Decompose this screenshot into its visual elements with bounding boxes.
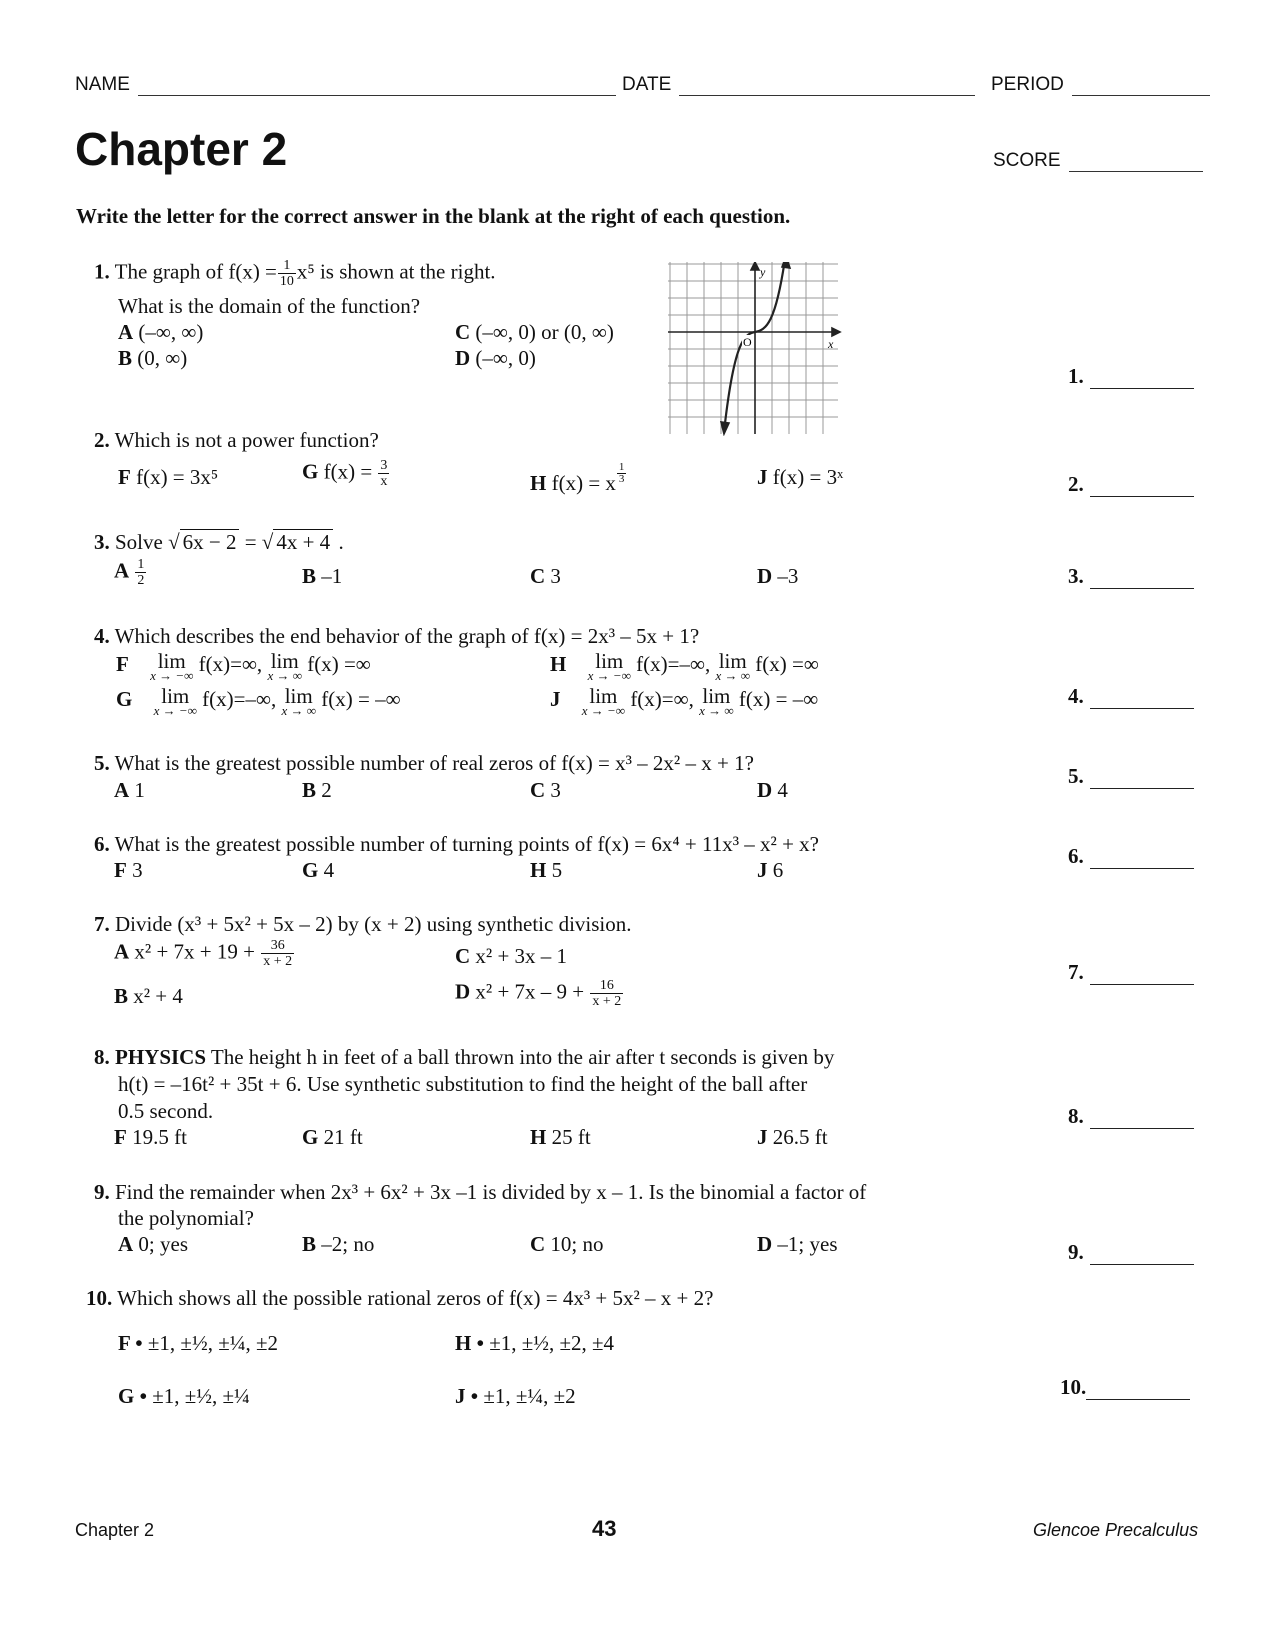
q8-option-f: F 19.5 ft: [114, 1125, 187, 1149]
page-title: Chapter 2: [75, 123, 288, 175]
q4-option-j: J lim x → −∞ f(x)=∞, lim x → ∞ f(x) = –∞: [550, 684, 819, 718]
q10-option-h: H • ±1, ±½, ±2, ±4: [455, 1331, 615, 1355]
q10-option-j: J • ±1, ±¼, ±2: [455, 1384, 576, 1408]
footer-chapter: Chapter 2: [75, 1520, 155, 1540]
q3-option-c: C 3: [530, 564, 561, 588]
question-8-line3: 0.5 second.: [118, 1099, 214, 1123]
q4-option-f: F lim x → −∞ f(x)=∞, lim x → ∞ f(x) =∞: [116, 649, 371, 683]
q9-option-d: D –1; yes: [757, 1232, 838, 1256]
question-10: 10. Which shows all the possible rational zeros of f(x) = 4x³ + 5x² – x + 2?: [86, 1286, 714, 1310]
q8-option-g: G 21 ft: [302, 1125, 363, 1149]
q5-option-c: C 3: [530, 778, 561, 802]
q2-option-j: J f(x) = 3ˣ: [757, 465, 844, 489]
q2-option-h: H f(x) = x $\frac{1}{3}$: [530, 461, 625, 495]
period-label: PERIOD: [991, 74, 1064, 95]
q6-option-f: F 3: [114, 858, 143, 882]
q2-option-g: G f(x) = $\frac{3}{x}$: [302, 458, 388, 489]
question-5: 5. What is the greatest possible number of real zeros of f(x) = x³ – 2x² – x + 1?: [94, 751, 754, 775]
q10-option-g: G • ±1, ±½, ±¼: [118, 1384, 250, 1408]
q6-option-j: J 6: [757, 858, 784, 882]
answer-blank-2[interactable]: 2.: [1068, 472, 1194, 497]
q3-option-d: D –3: [757, 564, 799, 588]
name-label: NAME: [75, 74, 130, 95]
q7-option-c: C x² + 3x – 1: [455, 944, 568, 968]
q10-option-f: F • ±1, ±½, ±¼, ±2: [118, 1331, 279, 1355]
answer-blank-6[interactable]: 6.: [1068, 844, 1194, 869]
question-9-line2: the polynomial?: [118, 1206, 254, 1230]
footer-book: Glencoe Precalculus: [1033, 1520, 1199, 1540]
question-8: 8. PHYSICS The height h in feet of a ball thrown into the air after t seconds is given by: [94, 1045, 835, 1069]
q8-option-h: H 25 ft: [530, 1125, 591, 1149]
graph-x-label: x: [828, 337, 834, 351]
question-4: 4. Which describes the end behavior of the graph of f(x) = 2x³ – 5x + 1?: [94, 624, 700, 648]
question-7: 7. Divide (x³ + 5x² + 5x – 2) by (x + 2) using synthetic division.: [94, 912, 632, 936]
answer-blank-1[interactable]: 1.: [1068, 364, 1194, 389]
question-1: 1. The graph of f(x) = $\frac{1}{10}$ x⁵ is shown at the right.: [94, 258, 496, 289]
question-9: 9. Find the remainder when 2x³ + 6x² + 3x –1 is divided by x – 1. Is the binomial a factor of: [94, 1180, 867, 1204]
answer-blank-10[interactable]: 10.: [1060, 1375, 1190, 1400]
instructions: Write the letter for the correct answer in the blank at the right of each question.: [76, 204, 791, 228]
answer-blank-8[interactable]: 8.: [1068, 1104, 1194, 1129]
question-1-line2: What is the domain of the function?: [118, 294, 421, 318]
graph-origin-label: O: [743, 335, 752, 349]
question-8-line2: h(t) = –16t² + 35t + 6. Use synthetic substitution to find the height of the ball after: [118, 1072, 808, 1096]
q3-option-a: A $\frac{1}{2}$: [114, 557, 145, 588]
q6-option-h: H 5: [530, 858, 563, 882]
q9-option-b: B –2; no: [302, 1232, 375, 1256]
q9-option-a: A 0; yes: [118, 1232, 188, 1256]
q1-graph: [668, 262, 842, 436]
q7-option-d: D x² + 7x – 9 + $\frac{16}{x + 2}$: [455, 978, 622, 1009]
q6-option-g: G 4: [302, 858, 335, 882]
q7-option-a: A x² + 7x + 19 + $\frac{36}{x + 2}$: [114, 938, 293, 969]
question-6: 6. What is the greatest possible number of turning points of f(x) = 6x⁴ + 11x³ – x² + x?: [94, 832, 819, 856]
q7-option-b: B x² + 4: [114, 984, 183, 1008]
q1-option-d: D (–∞, 0): [455, 346, 536, 370]
date-field[interactable]: [622, 74, 975, 96]
answer-blank-7[interactable]: 7.: [1068, 960, 1194, 985]
question-3: 3. Solve √ 6x − 2 = √ 4x + 4 .: [94, 530, 344, 554]
question-2: 2. Which is not a power function?: [94, 428, 379, 452]
answer-blank-9[interactable]: 9.: [1068, 1240, 1194, 1265]
date-label: DATE: [622, 74, 672, 95]
answer-blank-3[interactable]: 3.: [1068, 564, 1194, 589]
score-field[interactable]: [993, 150, 1203, 172]
q4-option-h: H lim x → −∞ f(x)=–∞, lim x → ∞ f(x) =∞: [550, 649, 819, 683]
q2-option-f: F f(x) = 3x⁵: [118, 465, 219, 489]
q1-option-c: C (–∞, 0) or (0, ∞): [455, 320, 614, 344]
name-field[interactable]: [75, 74, 616, 96]
graph-y-label: y: [760, 265, 766, 279]
q8-option-j: J 26.5 ft: [757, 1125, 828, 1149]
q5-option-a: A 1: [114, 778, 145, 802]
q4-option-g: G lim x → −∞ f(x)=–∞, lim x → ∞ f(x) = –∞: [116, 684, 401, 718]
answer-blank-5[interactable]: 5.: [1068, 764, 1194, 789]
q9-option-c: C 10; no: [530, 1232, 604, 1256]
q3-option-b: B –1: [302, 564, 343, 588]
page-number: 43: [592, 1516, 617, 1541]
score-label: SCORE: [993, 150, 1061, 171]
q5-option-b: B 2: [302, 778, 332, 802]
period-field[interactable]: [991, 74, 1210, 96]
q1-option-b: B (0, ∞): [118, 346, 188, 370]
q1-option-a: A (–∞, ∞): [118, 320, 204, 344]
answer-blank-4[interactable]: 4.: [1068, 684, 1194, 709]
q5-option-d: D 4: [757, 778, 788, 802]
